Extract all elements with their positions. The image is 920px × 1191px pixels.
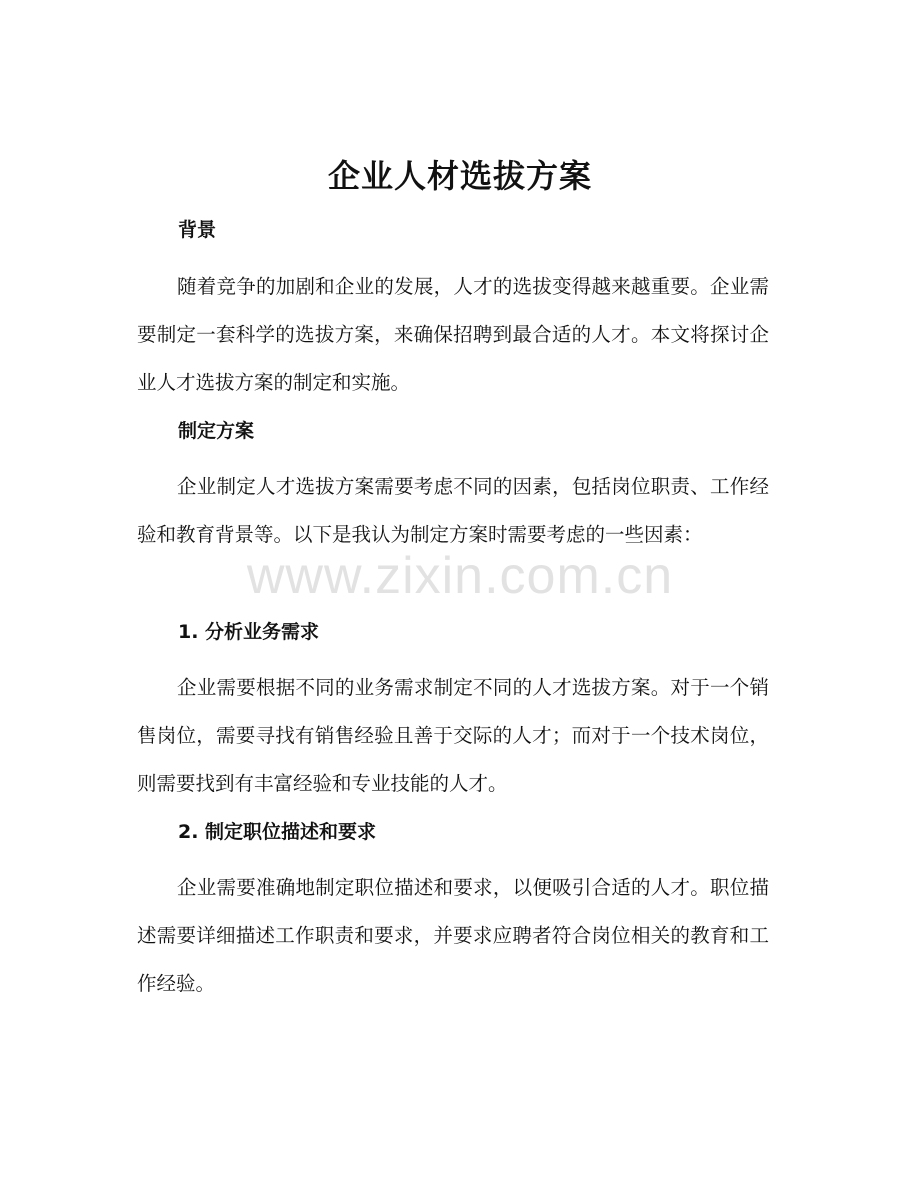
section-heading-plan: 制定方案 bbox=[178, 420, 255, 442]
section-paragraph-job-description: 企业需要准确地制定职位描述和要求，以便吸引合适的人才。职位描述需要详细描述工作职责和要求，并要求应聘者符合岗位相关的教育和工作经验。 bbox=[137, 876, 769, 995]
section-heading-business-needs: 1. 分析业务需求 bbox=[178, 621, 320, 643]
document-title: 企业人材选拔方案 bbox=[327, 157, 592, 195]
section-paragraph-business-needs: 企业需要根据不同的业务需求制定不同的人才选拔方案。对于一个销售岗位，需要寻找有销售经验且善于交际的人才；而对于一个技术岗位，则需要找到有丰富经验和专业技能的人才。 bbox=[137, 676, 769, 795]
section-heading-job-description: 2. 制定职位描述和要求 bbox=[178, 821, 377, 843]
watermark-text: www.zixin.com.cn bbox=[246, 547, 674, 605]
section-paragraph-background: 随着竞争的加剧和企业的发展，人才的选拔变得越来越重要。企业需要制定一套科学的选拔方案，来确保招聘到最合适的人才。本文将探讨企业人才选拔方案的制定和实施。 bbox=[137, 275, 769, 394]
section-heading-background: 背景 bbox=[178, 219, 217, 241]
section-paragraph-plan: 企业制定人才选拔方案需要考虑不同的因素，包括岗位职责、工作经验和教育背景等。以下是我认为制定方案时需要考虑的一些因素： bbox=[137, 475, 769, 546]
